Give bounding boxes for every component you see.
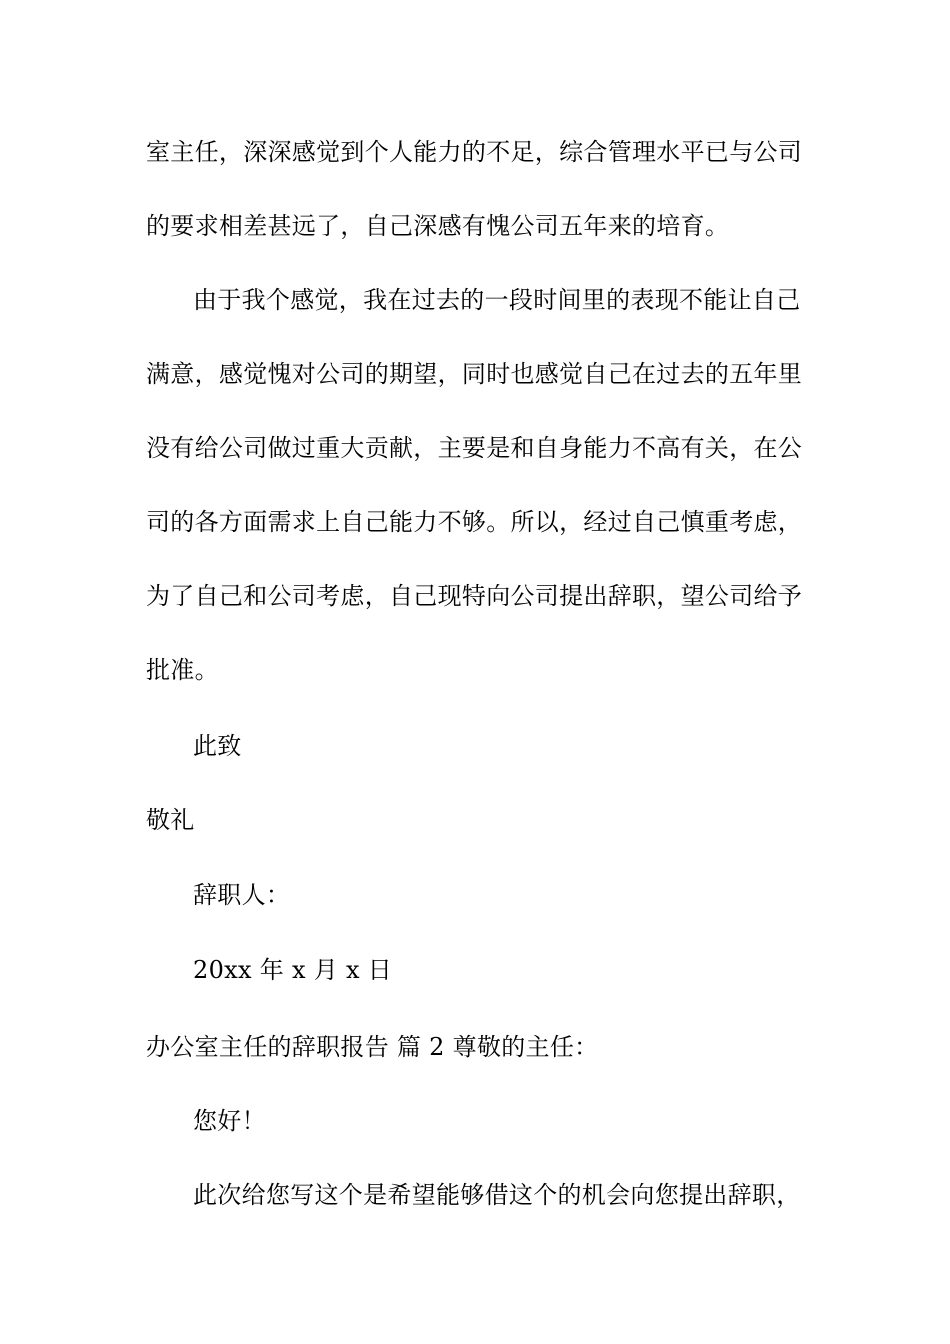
paragraph-line: 室主任，深深感觉到个人能力的不足，综合管理水平已与公司 [146,138,803,166]
date-line: 20xx 年 x 月 x 日 [193,956,393,984]
paragraph-line: 的要求相差甚远了，自己深感有愧公司五年来的培育。 [146,212,730,240]
paragraph-line: 此次给您写这个是希望能够借这个的机会向您提出辞职， [193,1181,801,1209]
paragraph-line: 由于我个感觉，我在过去的一段时间里的表现不能让自己 [193,286,801,314]
paragraph-line: 为了自己和公司考虑，自己现特向公司提出辞职，望公司给予 [146,582,803,610]
paragraph-line: 满意，感觉愧对公司的期望，同时也感觉自己在过去的五年里 [146,360,803,388]
salutation-line: 此致 [193,732,242,760]
greeting-line: 您好！ [193,1107,266,1135]
paragraph-line: 批准。 [146,656,219,684]
signature-label: 辞职人： [193,881,291,909]
section-heading: 办公室主任的辞职报告 篇 2 尊敬的主任： [146,1033,599,1061]
salutation-line: 敬礼 [146,806,195,834]
paragraph-line: 没有给公司做过重大贡献，主要是和自身能力不高有关，在公 [146,434,803,462]
paragraph-line: 司的各方面需求上自己能力不够。所以，经过自己慎重考虑， [146,508,803,536]
